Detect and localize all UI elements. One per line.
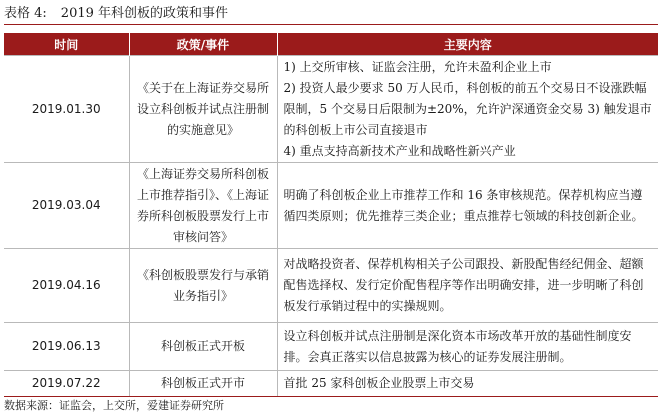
row-policy: 《上海证券交易所科创板上市推荐指引》、《上海证券所科创板股票发行上市审核问答》 [129, 163, 277, 249]
row-policy: 《关于在上海证券交易所设立科创板并试点注册制的实施意见》 [129, 56, 277, 163]
content-line: 明确了科创板企业上市推荐工作和 16 条审核规范。保荐机构应当遵循四类原则；优先推荐三类企业；重点推荐七领域的科技创新企业。 [283, 187, 644, 223]
table-row [4, 56, 658, 163]
header-date: 时间 [4, 33, 129, 56]
row-content [277, 249, 658, 323]
row-policy: 科创板正式开市 [129, 371, 277, 397]
row-policy: 《科创板股票发行与承销业务指引》 [129, 249, 277, 323]
header-policy: 政策/事件 [129, 33, 277, 56]
content-line: 2) 投资人最少要求 50 万人民币，科创板的前五个交易日不设涨跌幅限制，5 个交易日后限制为±20%，允许沪深通资金交易 3) 触发退市的科创板上市公司直接退市 [283, 80, 652, 137]
policy-events-table [4, 33, 658, 397]
table-caption [4, 4, 658, 25]
row-content [277, 163, 658, 249]
content-line: 1) 上交所审核、证监会注册，允许未盈利企业上市 [283, 59, 552, 74]
table-row [4, 323, 658, 371]
row-date: 2019.03.04 [4, 163, 129, 249]
table-header-row [4, 33, 658, 56]
content-line: 首批 25 家科创板企业股票上市交易 [283, 376, 475, 390]
row-date: 2019.01.30 [4, 56, 129, 163]
caption-title: 2019 年科创板的政策和事件 [60, 6, 229, 21]
table-row [4, 249, 658, 323]
content-line: 设立科创板并试点注册制是深化资本市场改革开放的基础性制度安排。会真正落实以信息披露为核心的证券发展注册制。 [283, 328, 632, 364]
row-date: 2019.06.13 [4, 323, 129, 371]
row-date: 2019.07.22 [4, 371, 129, 397]
row-content [277, 371, 658, 397]
row-content [277, 56, 658, 163]
caption-number: 表格 4: [4, 6, 47, 21]
row-policy: 科创板正式开板 [129, 323, 277, 371]
header-content: 主要内容 [277, 33, 658, 56]
data-source-note: 数据来源：证监会，上交所，爱建证券研究所 [4, 399, 224, 412]
table-row [4, 163, 658, 249]
content-line: 4) 重点支持高新技术产业和战略性新兴产业 [283, 143, 516, 158]
row-content [277, 323, 658, 371]
content-line: 对战略投资者、保荐机构相关子公司跟投、新股配售经纪佣金、超额配售选择权、发行定价配售程序等作出明确安排，进一步明晰了科创板发行承销过程中的实操规则。 [283, 257, 644, 313]
row-date: 2019.04.16 [4, 249, 129, 323]
table-row [4, 371, 658, 397]
